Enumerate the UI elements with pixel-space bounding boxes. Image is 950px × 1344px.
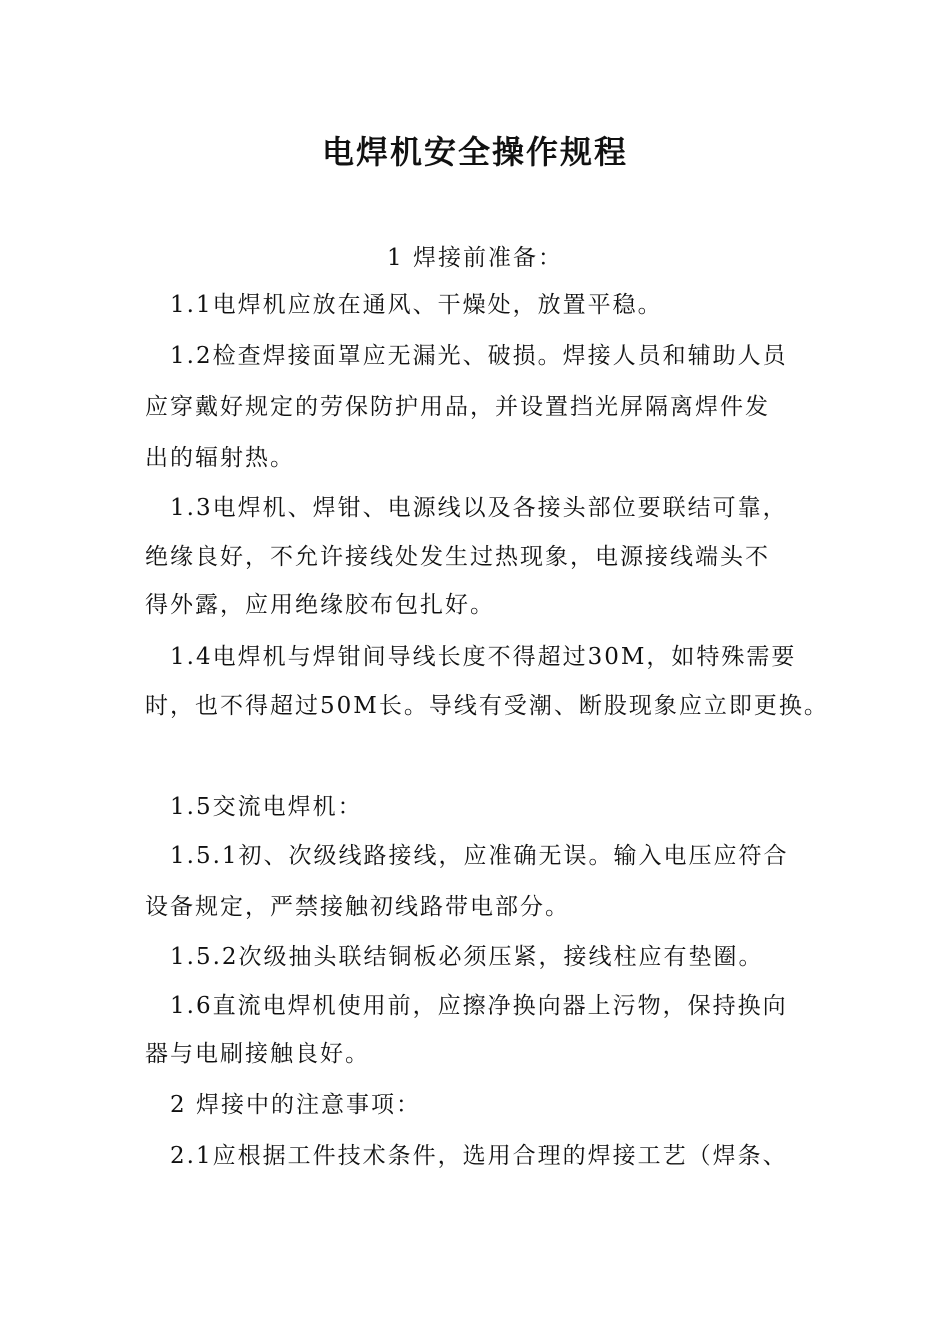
paragraph-line: 2.1应根据工件技术条件，选用合理的焊接工艺（焊条、: [170, 1143, 788, 1169]
paragraph-line: 器与电刷接触良好。: [145, 1041, 370, 1067]
section-heading-1: 1 焊接前准备：: [387, 245, 563, 271]
paragraph-line: 绝缘良好，不允许接线处发生过热现象，电源接线端头不: [145, 544, 770, 570]
paragraph-line: 1.6直流电焊机使用前，应擦净换向器上污物，保持换向: [170, 993, 788, 1019]
paragraph-line: 得外露，应用绝缘胶布包扎好。: [145, 592, 495, 618]
paragraph-line: 1.5.2次级抽头联结铜板必须压紧，接线柱应有垫圈。: [170, 944, 764, 970]
paragraph-line: 1.2检查焊接面罩应无漏光、破损。焊接人员和辅助人员: [170, 343, 788, 369]
paragraph-line: 1.3电焊机、焊钳、电源线以及各接头部位要联结可靠，: [170, 495, 788, 521]
paragraph-line: 设备规定，严禁接触初线路带电部分。: [145, 894, 570, 920]
paragraph-line: 时，也不得超过50M长。导线有受潮、断股现象应立即更换。: [145, 693, 829, 719]
paragraph-line: 1.5.1初、次级线路接线，应准确无误。输入电压应符合: [170, 843, 789, 869]
paragraph-line: 1.1电焊机应放在通风、干燥处，放置平稳。: [170, 292, 663, 318]
paragraph-line: 出的辐射热。: [145, 445, 295, 471]
paragraph-line: 1.4电焊机与焊钳间导线长度不得超过30M，如特殊需要: [170, 644, 797, 670]
document-title: 电焊机安全操作规程: [321, 133, 628, 171]
section-heading-2: 2 焊接中的注意事项：: [170, 1092, 421, 1118]
paragraph-line: 1.5交流电焊机：: [170, 794, 363, 820]
paragraph-line: 应穿戴好规定的劳保防护用品，并设置挡光屏隔离焊件发: [145, 394, 770, 420]
